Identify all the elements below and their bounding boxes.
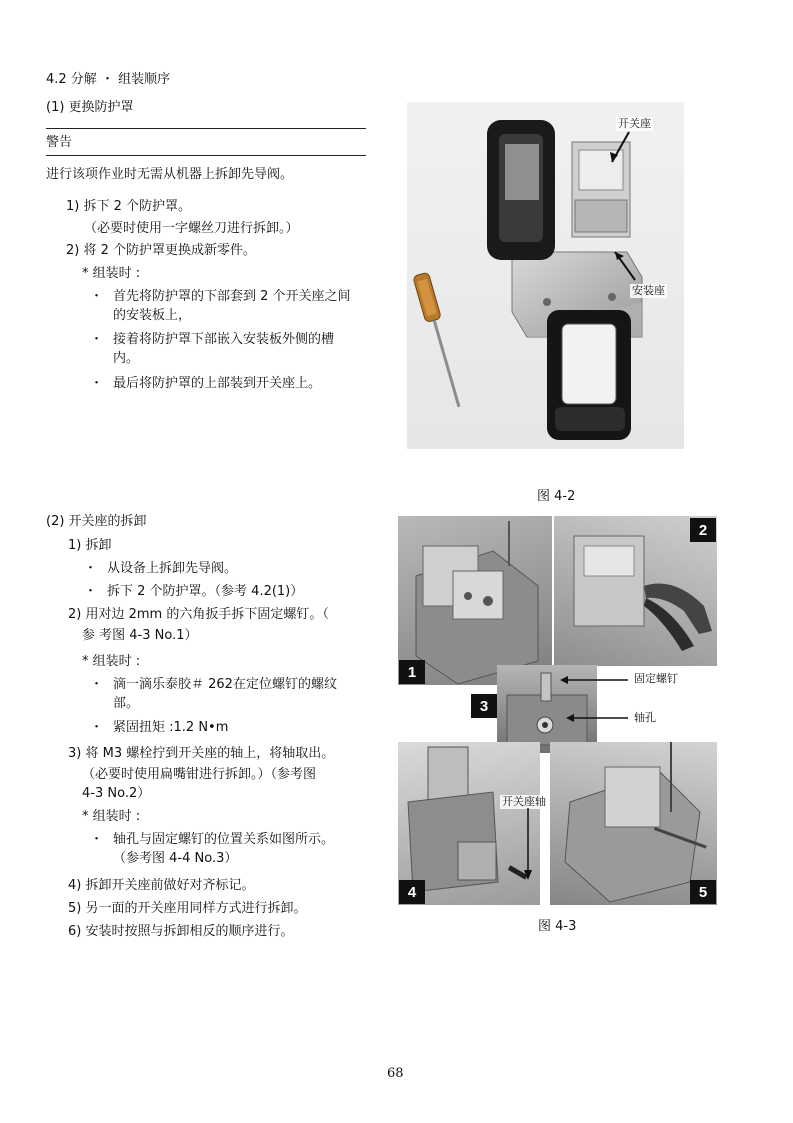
warning-label: 警告 bbox=[46, 135, 73, 150]
figure-4-3-caption: 图 4-3 bbox=[538, 919, 577, 934]
label-seat-shaft: 开关座轴 bbox=[502, 795, 546, 808]
valve-guard-illustration bbox=[407, 102, 684, 449]
bullet: ・ bbox=[90, 677, 104, 692]
step-2-3-ref: 4-3 No.2） bbox=[82, 786, 151, 801]
bullet: ・ bbox=[90, 720, 104, 735]
label-mount-seat: 安装座 bbox=[632, 284, 665, 297]
assembly-note-2: * 组装时 : bbox=[82, 654, 141, 669]
bullet: ・ bbox=[84, 561, 98, 576]
list-item: 紧固扭矩 :1.2 N•m bbox=[113, 720, 229, 735]
panel-number-3: 3 bbox=[471, 694, 497, 718]
step-1-1-note: （必要时使用一字螺丝刀进行拆卸。） bbox=[84, 221, 299, 236]
bullet: ・ bbox=[90, 376, 104, 391]
seat-shaft-arrow bbox=[518, 808, 538, 880]
list-item-cont: 部。 bbox=[113, 696, 140, 711]
step-2-4: 4) 拆卸开关座前做好对齐标记。 bbox=[68, 878, 255, 893]
figure-4-2-caption: 图 4-2 bbox=[537, 489, 576, 504]
warning-top-rule bbox=[46, 128, 366, 129]
list-item: 最后将防护罩的上部装到开关座上。 bbox=[113, 376, 322, 391]
step-2-3: 3) 将 M3 螺栓拧到开关座的轴上，将轴取出。 bbox=[68, 746, 335, 761]
figure-4-2-photo bbox=[407, 102, 684, 449]
label-switch-seat: 开关座 bbox=[618, 117, 651, 130]
step-2-5: 5) 另一面的开关座用同样方式进行拆卸。 bbox=[68, 901, 307, 916]
step-2-1: 1) 拆卸 bbox=[68, 538, 112, 553]
step-1-1: 1) 拆下 2 个防护罩。 bbox=[66, 199, 192, 214]
bullet: ・ bbox=[84, 584, 98, 599]
assembly-note-3: * 组装时 : bbox=[82, 809, 141, 824]
bullet: ・ bbox=[90, 332, 104, 347]
list-item: 接着将防护罩下部嵌入安装板外侧的槽 bbox=[113, 332, 335, 347]
warning-text: 进行该项作业时无需从机器上拆卸先导阀。 bbox=[46, 167, 294, 182]
list-item: 从设备上拆卸先导阀。 bbox=[107, 561, 238, 576]
step-2-2-ref: 参 考图 4-3 No.1） bbox=[82, 628, 198, 643]
label-set-screw: 固定螺钉 bbox=[634, 672, 678, 685]
list-item-cont: 的安装板上， bbox=[113, 308, 192, 323]
page-number: 68 bbox=[387, 1066, 404, 1081]
callout-arrows bbox=[560, 672, 630, 732]
label-shaft-hole: 轴孔 bbox=[634, 711, 656, 724]
panel-number-4: 4 bbox=[399, 880, 425, 904]
list-item: 滴一滴乐泰胶＃ 262在定位螺钉的螺纹 bbox=[113, 677, 337, 692]
section-heading: 4.2 分解 ・ 组装顺序 bbox=[46, 72, 171, 87]
panel-number-1: 1 bbox=[399, 660, 425, 684]
step-2-3-note: （必要时使用扁嘴钳进行拆卸。）（参考图 bbox=[82, 767, 317, 782]
step-1-2: 2) 将 2 个防护罩更换成新零件。 bbox=[66, 243, 257, 258]
assembly-note-1: * 组装时 : bbox=[82, 266, 141, 281]
subsection-title-1: (1) 更换防护罩 bbox=[46, 100, 134, 115]
subsection-title-2: (2) 开关座的拆卸 bbox=[46, 514, 147, 529]
list-item: 轴孔与固定螺钉的位置关系如图所示。 bbox=[113, 832, 335, 847]
bullet: ・ bbox=[90, 289, 104, 304]
panel-number-2: 2 bbox=[690, 518, 716, 542]
list-item-cont: （参考图 4-4 No.3） bbox=[113, 851, 238, 866]
list-item: 首先将防护罩的下部套到 2 个开关座之间 bbox=[113, 289, 351, 304]
step-2-6: 6) 安装时按照与拆卸相反的顺序进行。 bbox=[68, 924, 294, 939]
warning-bottom-rule bbox=[46, 155, 366, 156]
panel-number-5: 5 bbox=[690, 880, 716, 904]
list-item-cont: 内。 bbox=[113, 351, 140, 366]
list-item: 拆下 2 个防护罩。（参考 4.2(1)） bbox=[107, 584, 304, 599]
bullet: ・ bbox=[90, 832, 104, 847]
step-2-2: 2) 用对边 2mm 的六角扳手拆下固定螺钉。（ bbox=[68, 607, 329, 622]
